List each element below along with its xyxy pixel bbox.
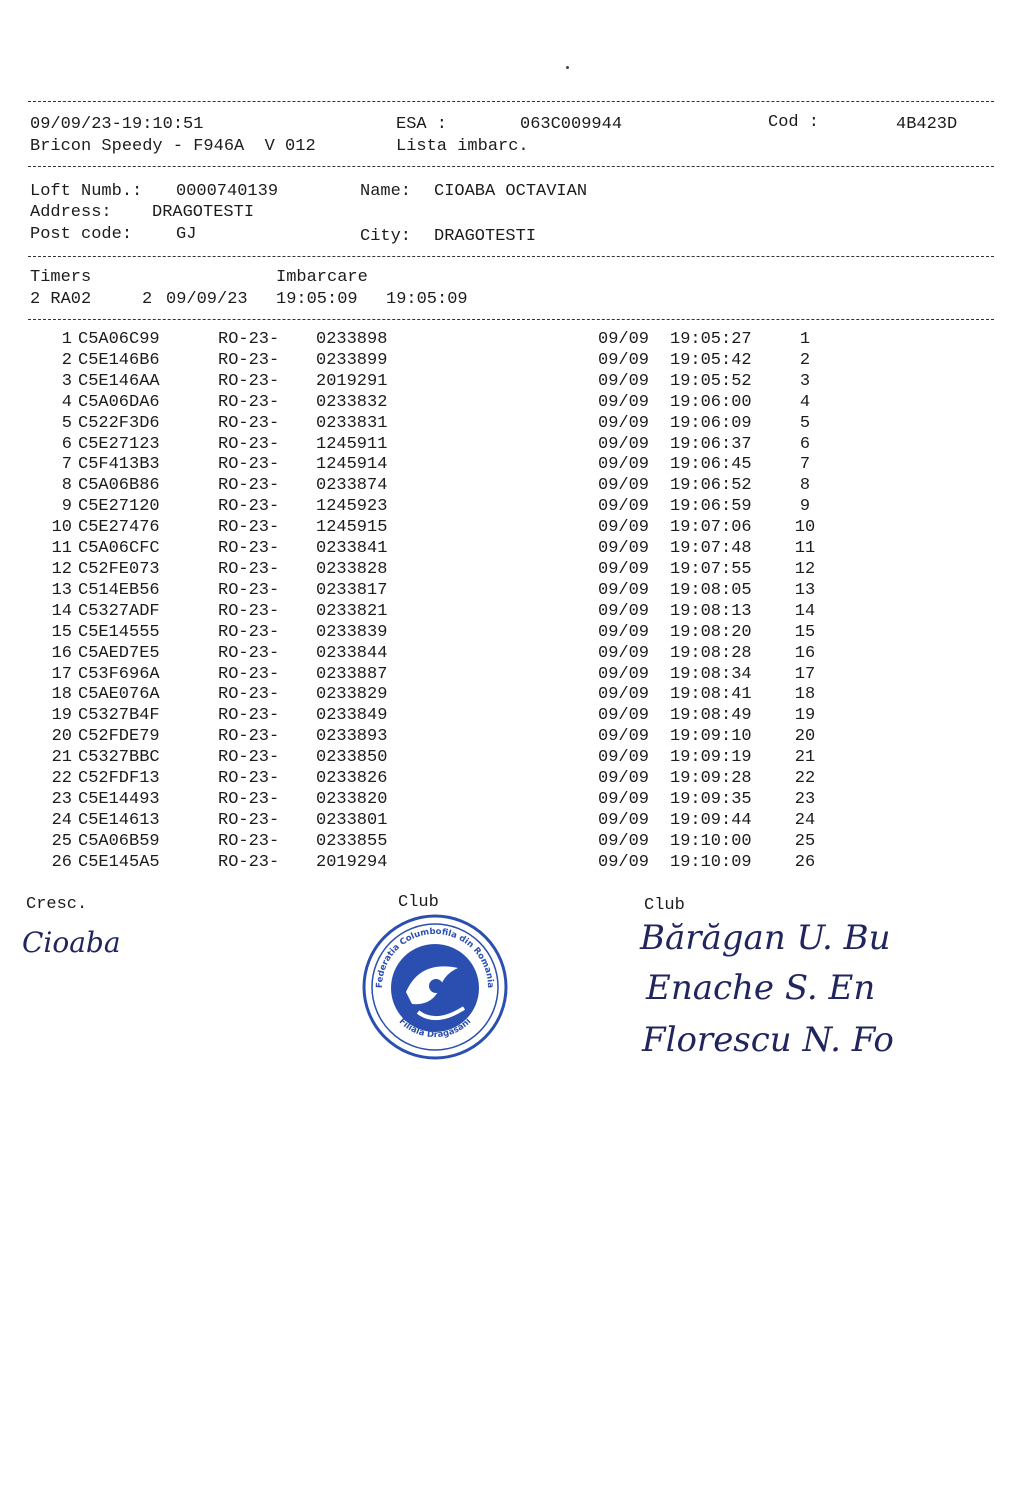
ring-prefix: RO-23- <box>218 643 280 663</box>
row-position: 24 <box>794 810 816 830</box>
cresc-label: Cresc. <box>26 895 88 914</box>
arrival-date: 09/09 <box>598 810 650 830</box>
row-index: 24 <box>51 810 72 830</box>
table-row <box>30 476 830 497</box>
arrival-date: 09/09 <box>598 789 650 809</box>
ring-prefix: RO-23- <box>218 727 280 747</box>
timer-date: 09/09/23 <box>166 290 248 309</box>
ring-number: 1245915 <box>316 518 388 538</box>
ring-number: 0233828 <box>316 559 388 579</box>
chip-code: C5E145A5 <box>78 852 160 872</box>
table-row <box>30 853 830 874</box>
chip-code: C52FDF13 <box>78 769 160 789</box>
club-label-stamp: Club <box>398 893 439 912</box>
ring-prefix: RO-23- <box>218 852 280 872</box>
ring-prefix: RO-23- <box>218 580 280 600</box>
table-row <box>30 435 830 456</box>
ring-number: 0233849 <box>316 706 388 726</box>
arrival-time: 19:06:00 <box>670 392 752 412</box>
arrival-time: 19:07:06 <box>670 518 752 538</box>
ring-number: 0233829 <box>316 685 388 705</box>
ring-prefix: RO-23- <box>218 371 280 391</box>
arrival-date: 09/09 <box>598 434 650 454</box>
address-label: Address: <box>30 203 112 222</box>
arrival-date: 09/09 <box>598 559 650 579</box>
arrival-date: 09/09 <box>598 392 650 412</box>
arrival-date: 09/09 <box>598 706 650 726</box>
table-row <box>30 518 830 539</box>
arrival-date: 09/09 <box>598 727 650 747</box>
arrival-date: 09/09 <box>598 455 650 475</box>
list-title: Lista imbarc. <box>396 137 529 156</box>
ring-prefix: RO-23- <box>218 455 280 475</box>
city-value: DRAGOTESTI <box>434 227 537 246</box>
ring-number: 0233839 <box>316 622 388 642</box>
ring-prefix: RO-23- <box>218 748 280 768</box>
row-position: 16 <box>794 643 816 663</box>
table-row <box>30 497 830 518</box>
row-position: 20 <box>794 727 816 747</box>
chip-code: C5A06C99 <box>78 330 160 349</box>
arrival-time: 19:05:52 <box>670 371 752 391</box>
postcode-label: Post code: <box>30 225 133 244</box>
stamp-text-top: Federatia Columbofila din Romania <box>374 926 496 989</box>
timer-id: 2 RA02 <box>30 290 92 309</box>
row-position: 15 <box>794 622 816 642</box>
row-position: 2 <box>799 350 811 370</box>
row-position: 4 <box>799 392 811 412</box>
arrival-date: 09/09 <box>598 330 650 349</box>
chip-code: C5E146AA <box>78 371 160 391</box>
arrival-time: 19:09:10 <box>670 727 752 747</box>
row-index: 9 <box>61 497 72 517</box>
row-index: 1 <box>61 330 72 349</box>
ring-prefix: RO-23- <box>218 769 280 789</box>
row-index: 22 <box>51 769 72 789</box>
chip-code: C5E14555 <box>78 622 160 642</box>
row-position: 17 <box>794 664 816 684</box>
timer-time-2: 19:05:09 <box>386 290 468 309</box>
row-position: 14 <box>794 601 816 621</box>
row-position: 22 <box>794 769 816 789</box>
ring-number: 0233801 <box>316 810 388 830</box>
separator-line <box>28 319 994 320</box>
ring-number: 2019294 <box>316 852 388 872</box>
timer-count: 2 <box>142 290 153 309</box>
arrival-time: 19:09:44 <box>670 810 752 830</box>
table-row <box>30 811 830 832</box>
chip-code: C5327BBC <box>78 748 160 768</box>
row-index: 5 <box>61 413 72 433</box>
arrival-date: 09/09 <box>598 748 650 768</box>
chip-code: C5AE076A <box>78 685 160 705</box>
chip-code: C5327B4F <box>78 706 160 726</box>
row-index: 7 <box>61 455 72 475</box>
ring-prefix: RO-23- <box>218 392 280 412</box>
ring-prefix: RO-23- <box>218 559 280 579</box>
separator-line <box>28 256 994 257</box>
row-position: 13 <box>794 580 816 600</box>
chip-code: C5A06CFC <box>78 539 160 559</box>
row-position: 25 <box>794 831 816 851</box>
chip-code: C5327ADF <box>78 601 160 621</box>
ring-prefix: RO-23- <box>218 413 280 433</box>
ring-number: 0233893 <box>316 727 388 747</box>
row-position: 23 <box>794 789 816 809</box>
table-row <box>30 455 830 476</box>
row-position: 19 <box>794 706 816 726</box>
arrival-date: 09/09 <box>598 664 650 684</box>
arrival-date: 09/09 <box>598 831 650 851</box>
arrival-date: 09/09 <box>598 476 650 496</box>
timers-label: Timers <box>30 268 92 287</box>
club-stamp <box>360 912 510 1062</box>
arrival-time: 19:06:45 <box>670 455 752 475</box>
row-index: 15 <box>51 622 72 642</box>
pigeon-list-table <box>30 330 830 874</box>
table-row <box>30 623 830 644</box>
table-row <box>30 832 830 853</box>
imbarcare-label: Imbarcare <box>276 268 368 287</box>
ring-number: 0233820 <box>316 789 388 809</box>
row-index: 17 <box>51 664 72 684</box>
ring-prefix: RO-23- <box>218 601 280 621</box>
chip-code: C53F696A <box>78 664 160 684</box>
row-position: 26 <box>794 852 816 872</box>
arrival-time: 19:08:49 <box>670 706 752 726</box>
ring-prefix: RO-23- <box>218 685 280 705</box>
print-datetime: 09/09/23-19:10:51 <box>30 115 204 134</box>
arrival-time: 19:10:09 <box>670 852 752 872</box>
ring-prefix: RO-23- <box>218 434 280 454</box>
breeder-signature: Cioaba <box>22 926 121 959</box>
chip-code: C5E27120 <box>78 497 160 517</box>
ring-number: 0233850 <box>316 748 388 768</box>
table-row <box>30 581 830 602</box>
row-position: 5 <box>799 413 811 433</box>
row-index: 20 <box>51 727 72 747</box>
city-label: City: <box>360 227 412 246</box>
row-index: 26 <box>51 852 72 872</box>
ring-number: 0233826 <box>316 769 388 789</box>
stamp-text-bottom: Filiala Dragasani <box>396 1016 474 1041</box>
chip-code: C52FDE79 <box>78 727 160 747</box>
arrival-time: 19:08:28 <box>670 643 752 663</box>
esa-value: 063C009944 <box>520 115 623 134</box>
esa-label: ESA : <box>396 115 448 134</box>
ring-prefix: RO-23- <box>218 622 280 642</box>
arrival-time: 19:09:35 <box>670 789 752 809</box>
chip-code: C514EB56 <box>78 580 160 600</box>
ring-number: 0233899 <box>316 350 388 370</box>
table-row <box>30 330 830 351</box>
row-index: 14 <box>51 601 72 621</box>
row-index: 10 <box>51 518 72 538</box>
row-position: 9 <box>799 497 811 517</box>
ring-number: 0233844 <box>316 643 388 663</box>
table-row <box>30 665 830 686</box>
ring-prefix: RO-23- <box>218 330 280 349</box>
ring-prefix: RO-23- <box>218 476 280 496</box>
speck <box>566 66 569 69</box>
arrival-time: 19:09:28 <box>670 769 752 789</box>
arrival-time: 19:06:52 <box>670 476 752 496</box>
row-index: 4 <box>61 392 72 412</box>
row-position: 7 <box>799 455 811 475</box>
chip-code: C5E14493 <box>78 789 160 809</box>
arrival-time: 19:09:19 <box>670 748 752 768</box>
separator-line <box>28 166 994 167</box>
arrival-date: 09/09 <box>598 622 650 642</box>
arrival-date: 09/09 <box>598 769 650 789</box>
ring-prefix: RO-23- <box>218 706 280 726</box>
arrival-date: 09/09 <box>598 643 650 663</box>
row-index: 21 <box>51 748 72 768</box>
chip-code: C5E146B6 <box>78 350 160 370</box>
ring-number: 0233821 <box>316 601 388 621</box>
ring-number: 0233817 <box>316 580 388 600</box>
chip-code: C5A06B59 <box>78 831 160 851</box>
ring-prefix: RO-23- <box>218 810 280 830</box>
table-row <box>30 539 830 560</box>
table-row <box>30 393 830 414</box>
ring-prefix: RO-23- <box>218 831 280 851</box>
chip-code: C5E27123 <box>78 434 160 454</box>
arrival-time: 19:07:55 <box>670 559 752 579</box>
arrival-time: 19:05:27 <box>670 330 752 349</box>
row-index: 19 <box>51 706 72 726</box>
arrival-date: 09/09 <box>598 518 650 538</box>
ring-number: 1245923 <box>316 497 388 517</box>
arrival-time: 19:10:00 <box>670 831 752 851</box>
ring-number: 2019291 <box>316 371 388 391</box>
club-signature-3: Florescu N. Fo <box>642 1020 894 1060</box>
row-index: 25 <box>51 831 72 851</box>
table-row <box>30 351 830 372</box>
ring-prefix: RO-23- <box>218 539 280 559</box>
table-row <box>30 790 830 811</box>
ring-number: 0233874 <box>316 476 388 496</box>
row-index: 23 <box>51 789 72 809</box>
arrival-time: 19:06:09 <box>670 413 752 433</box>
chip-code: C5AED7E5 <box>78 643 160 663</box>
ring-number: 0233841 <box>316 539 388 559</box>
row-position: 6 <box>799 434 811 454</box>
row-position: 1 <box>799 330 811 349</box>
timer-time-1: 19:05:09 <box>276 290 358 309</box>
row-index: 12 <box>51 559 72 579</box>
table-row <box>30 602 830 623</box>
table-row <box>30 727 830 748</box>
ring-prefix: RO-23- <box>218 350 280 370</box>
table-row <box>30 560 830 581</box>
club-signature-1: Bărăgan U. Bu <box>640 918 891 958</box>
owner-name: CIOABA OCTAVIAN <box>434 182 588 201</box>
table-row <box>30 769 830 790</box>
row-position: 3 <box>799 371 811 391</box>
row-index: 8 <box>61 476 72 496</box>
ring-number: 0233898 <box>316 330 388 349</box>
table-row <box>30 644 830 665</box>
arrival-date: 09/09 <box>598 852 650 872</box>
name-label: Name: <box>360 182 412 201</box>
chip-code: C52FE073 <box>78 559 160 579</box>
ring-prefix: RO-23- <box>218 664 280 684</box>
chip-code: C5A06B86 <box>78 476 160 496</box>
row-position: 12 <box>794 559 816 579</box>
row-index: 2 <box>61 350 72 370</box>
cod-label: Cod : <box>768 113 820 132</box>
row-position: 10 <box>794 518 816 538</box>
arrival-date: 09/09 <box>598 350 650 370</box>
arrival-date: 09/09 <box>598 539 650 559</box>
arrival-date: 09/09 <box>598 601 650 621</box>
row-index: 18 <box>51 685 72 705</box>
row-position: 18 <box>794 685 816 705</box>
arrival-time: 19:08:20 <box>670 622 752 642</box>
loft-number: 0000740139 <box>176 182 279 201</box>
club-signature-2: Enache S. En <box>646 968 876 1008</box>
arrival-date: 09/09 <box>598 685 650 705</box>
ring-number: 0233855 <box>316 831 388 851</box>
row-index: 16 <box>51 643 72 663</box>
arrival-date: 09/09 <box>598 580 650 600</box>
cod-value: 4B423D <box>896 115 958 134</box>
ring-number: 1245911 <box>316 434 388 454</box>
row-position: 11 <box>794 539 816 559</box>
separator-line <box>28 101 994 102</box>
arrival-time: 19:07:48 <box>670 539 752 559</box>
ring-number: 1245914 <box>316 455 388 475</box>
ring-number: 0233887 <box>316 664 388 684</box>
row-position: 21 <box>794 748 816 768</box>
device-info: Bricon Speedy - F946A V 012 <box>30 137 316 156</box>
pigeon-list-body <box>30 330 830 874</box>
chip-code: C5F413B3 <box>78 455 160 475</box>
table-row <box>30 685 830 706</box>
row-index: 13 <box>51 580 72 600</box>
row-index: 3 <box>61 371 72 391</box>
ring-number: 0233831 <box>316 413 388 433</box>
arrival-time: 19:06:37 <box>670 434 752 454</box>
table-row <box>30 372 830 393</box>
ring-prefix: RO-23- <box>218 518 280 538</box>
arrival-date: 09/09 <box>598 497 650 517</box>
club-label-signatures: Club <box>644 896 685 915</box>
ring-prefix: RO-23- <box>218 789 280 809</box>
arrival-time: 19:05:42 <box>670 350 752 370</box>
chip-code: C5A06DA6 <box>78 392 160 412</box>
row-index: 6 <box>61 434 72 454</box>
arrival-date: 09/09 <box>598 413 650 433</box>
arrival-time: 19:08:13 <box>670 601 752 621</box>
row-index: 11 <box>51 539 72 559</box>
arrival-time: 19:08:34 <box>670 664 752 684</box>
table-row <box>30 414 830 435</box>
table-row <box>30 706 830 727</box>
table-row <box>30 748 830 769</box>
loft-label: Loft Numb.: <box>30 182 143 201</box>
arrival-time: 19:08:41 <box>670 685 752 705</box>
ring-number: 0233832 <box>316 392 388 412</box>
arrival-date: 09/09 <box>598 371 650 391</box>
postcode-value: GJ <box>176 225 197 244</box>
row-position: 8 <box>799 476 811 496</box>
chip-code: C5E27476 <box>78 518 160 538</box>
chip-code: C522F3D6 <box>78 413 160 433</box>
arrival-time: 19:08:05 <box>670 580 752 600</box>
ring-prefix: RO-23- <box>218 497 280 517</box>
arrival-time: 19:06:59 <box>670 497 752 517</box>
address-value: DRAGOTESTI <box>152 203 255 222</box>
chip-code: C5E14613 <box>78 810 160 830</box>
